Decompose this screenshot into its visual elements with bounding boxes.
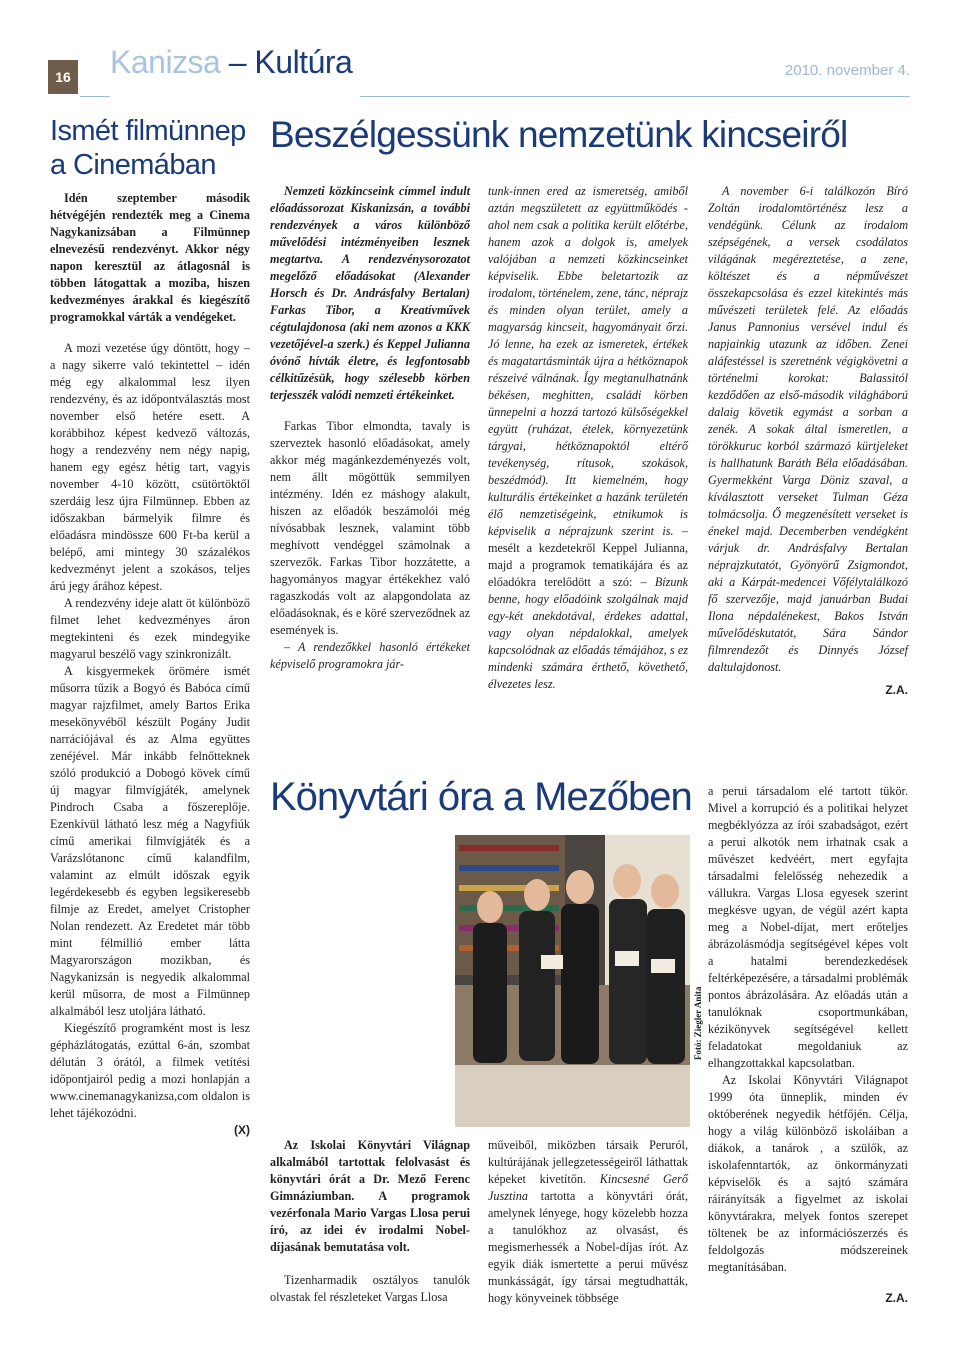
article-3-column-3 <box>708 783 908 1307</box>
article-2-quote: tunk-innen ered az ismeretség, amiből aztán megszületett az együttműködés - ahol nem csak a politika került előtérbe, hanem azok a dolgok is, amelyek valójában a nemzeti közkincseinket képviselik. Ebbe beletartozik az irodalom, történelem, zene, tánc, néprajz és minden olyan terület, amely a magyarság kincseit, hagyományait őrzi. Jó lenne, ha ezek az ismeretek, értékek és magatartásminták újra a hétköznapok részeivé válnának. Így megtanulhatnánk békésen, meghitten, családi körben ünnepelni a hozzá tartozó külsőségekkel együtt (ruházat, ételek, környezetünk tárgyai, hétköznapoktól eltérő tevékenység, rítusok, szokások, beszédmód). Itt kiemelném, hogy kulturális értékeinket a hazánk területén élő nemzetiségeink, etnikumok is képviselik a néprajzunk szerint is. <box>488 184 688 538</box>
article-1-paragraph: Kiegészítő programként most is lesz gépházlátogatás, ezúttal 6-án, szombat délután 3 órától, a filmek vetítési időpontjairól pedig a mozi honlapján a www.cinemanagykanizsa,com oldalon is lehet tájékozódni. <box>50 1021 250 1120</box>
article-2-lead: Nemzeti közkincseink címmel indult előadássorozat Kiskanizsán, a további rendezvények a város különböző művelődési intézményeiben lesznek megtartva. A rendezvénysorozatot megelőző előadásokat (Alexander Horsch és Dr. Andrásfalvy Bertalan) Farkas Tibor, a Kreatívművek cégtulajdonosa (aki nem azonos a KKK vezetőjével-a szerk.) és Keppel Julianna óvónő hívták életre, és legfontosabb célkitűzésük, hogy szélesebb körben terjesszék valódi nemzeti értékeinket. <box>270 184 470 402</box>
rubric-town: Kanizsa <box>110 44 221 80</box>
article-3-title: Könyvtári óra a Mezőben <box>270 775 692 819</box>
article-1-signature: (X) <box>234 1123 250 1137</box>
article-2-paragraph: – A rendezőkkel hasonló értékeket képviselő programokra jár- <box>270 640 470 671</box>
library-photo <box>455 835 690 1127</box>
article-2-column-2 <box>488 183 688 693</box>
article-3-text: műveiből, miközben társaik Peruról, kultúrájának jellegzetességeiről láthattak képeket kivetítőn. <box>488 1138 688 1186</box>
article-3-column-2 <box>488 1137 688 1307</box>
section-rubric <box>110 44 352 81</box>
rubric-section: – Kultúra <box>220 44 353 80</box>
article-1-paragraph: A rendezvény ideje alatt öt különböző filmet lehet kedvezményes áron megtekinteni és ezek mindegyike magyarul beszélő vagy szinkronizált. <box>50 596 250 661</box>
article-2-signature: Z.A. <box>885 683 908 697</box>
issue-date: 2010. november 4. <box>784 62 910 79</box>
article-1-column <box>50 190 250 1139</box>
article-3-text: tartotta a könyvtári órát, amelynek lényege, hogy közelebb hozza a tanulókhoz az olvasást, és megismerhessék a Nobel-díjas írót. Az egyik diák ismertette a perui művész munkásságát, így társai megtudhatták, hogy könyveinek többsége <box>488 1189 688 1305</box>
article-3-paragraph: a perui társadalom elé tartott tükör. Mivel a korrupció és a politikai helyzet megbéklyózza az írói szabadságot, ezért a perui alkotók nem irhatnak csak a művészet kedvéért, mert egyfajta társadalmi felelősség nehezedik a vállukra. Vargas Llosa egyesek szerint megkésve ugyan, de végül azért kapta meg a Nobel-díjat, mert erőteljes ábrázolásmódja segítségével képes volt a hatalmi berendezkedések feltérképezésére, a társadalmi problémák pontos ábrázolására. Az előadás után a tanulóknak csoportmunkában, kézikönyvek segítségével kellett feladatokat megoldaniuk az elhangzottakkal kapcsolatban. <box>708 784 908 1070</box>
article-2-column-1 <box>270 183 470 673</box>
article-1-title: Ismét filmünnep a Cinemában <box>50 115 246 181</box>
article-2-paragraph: A november 6-i találkozón Bíró Zoltán irodalomtörténész lesz a vendégünk. Célunk az irodalom szépségének, a versek csodálatos világának megéreztetése, a zene, költészet és a népművészet összekapcsolása és ezzel kitekintés más művészeti területek felé. Az előadás Janus Pannonius versével indul és napjainkig utazunk az időben. Zenei aláfestéssel is szeretnénk végigkövetni a történelmi korokat: Balassitól kezdődően az első-második világháború dalaig követik egymást a sorban a zenék. A sokak által ismeretlen, a törökkuruc korból származó kürtjeleket is hallhatunk Baráth Béla előadásában. Gyermekként Varga Döniz szaval, a kíválasztott verseket Tulman Géza tolmácsolja. Ő megzenésített verseket is énekel majd. Decemberben vendégként várjuk dr. Andrásfalvy Bertalan néprajzkutatót, Gyönyörű Zsigmondot, aki a Kárpát-medencei Vőfélytalálkozó fő szervezője, majd januárban Budai Ilona népdalénekest, Bakos István művelődéskutatót, Sára Sándor filmrendezőt és Dinnyés József daltulajdonost. <box>708 184 908 674</box>
article-2-paragraph: Farkas Tibor elmondta, tavaly is szerveztek hasonló előadásokat, amely akkor még magánkezdeményezés volt, nem állt mögöttük semmilyen intézmény. Idén ez máshogy alakult, hiszen az előadók beszámolói még nívósabbak lesznek, valamint több meghívott vendéggel számolnak a szervezők. Farkas Tibor hozzátette, a hagyományos magyar értékekhez való ragaszkodás volt az alapgondolata az előadásoknak, és e köré szerveződnek az események is. <box>270 419 470 637</box>
article-1-paragraph: A mozi vezetése úgy döntött, hogy – a nagy sikerre való tekintettel – idén még egy alkalommal lesz ilyen rendezvény, és az időpontválasztás most november első hetére esett. A korábbihoz képest kedvező változás, hogy a rendezvény nem négy napig, hanem egy egész hétig tart, vagyis november 4-10 között, csütörtöktől szerdáig lesz újra Filmünnep. Ebben az időszakban bármelyik filmre és előadásra mindössze 600 Ft-ba kerül a belépő, ami mintegy 30 százalékos kedvezményt jelent a szokásos, teljes árú jegy árához képest. <box>50 341 250 593</box>
article-1-paragraph: A kisgyermekek örömére ismét műsorra tűzik a Bogyó és Babóca című magyar rajzfilmet, amely Bartos Erika mesekönyvéből készült Pogány Judit narrációjával és az Alma együttes zenéjével. Már inkább felnőtteknek szóló produkció a Dobogó kövek című új magyar filmvígjáték, amelynek Pindroch Csaba a főszereplője. Ezenkívül látható lesz még a Nagyfiúk című amerikai filmvígjáték és a Varázslótanonc című kalandfilm, valamint az elmúlt időszak egyik legérdekesebb és egyben legsikeresebb filmje az Eredet, amelyet Cristopher Nolan rendezett. Az Eredetet már több mint félmillió ember látta Magyarországon mozikban, és Nagykanizsán is negyedik alkalommal kerül műsorra, de most a Filmünnep alkalmából lesz utoljára látható. <box>50 664 250 1018</box>
header-rule-right <box>360 96 910 97</box>
article-2-column-3 <box>708 183 908 699</box>
photo-credit: Fotó: Ziegler Anita <box>693 986 703 1060</box>
article-3-paragraph: Tizenharmadik osztályos tanulók olvastak fel részleteket Vargas Llosa <box>270 1273 470 1304</box>
article-2-title: Beszélgessünk nemzetünk kincseiről <box>270 114 848 155</box>
article-2-quote: Bízunk benne, hogy előadóink szolgálnak majd egy-két anekdotával, érdekes adattal, vagy olyan népdalokkal, amelyek kapcsolódnak az előadás témájához, s ez mindenki számára érthető, követhető, élvezetes lesz. <box>488 575 688 691</box>
article-3-column-1 <box>270 1137 470 1306</box>
article-1-lead: Idén szeptember második hétvégéjén rendezték meg a Cinema Nagykanizsában a Filmünnep elnevezésű rendezvényt. Akkor négy napon keresztül az átlagosnál is többen látogattak a moziba, hiszen kedvezményes árakkal és kiegészítő programokkal várták a vendégeket. <box>50 191 250 324</box>
article-3-paragraph: Az Iskolai Könyvtári Világnapot 1999 óta ünneplik, minden év októberének negyedik hétfőjén. Célja, hogy a világ különböző iskoláiban a diákok, a tanárok , a szülők, az iskolafenntartók, az önkormányzati képviselők és a sajtó számára ráirányítsák a figyelmet az iskolai könyvtárakra, melyek fontos szerepet töltenek be az információszerzés és feldolgozás módszereinek megtanításában. <box>708 1073 908 1274</box>
article-2-text: – mesélt a kezdetekről Keppel Julianna, majd a programok tematikájára és az előadókra terelődött a szó: – <box>488 524 688 589</box>
article-3-teacher-name: Kincsesné Gerő Jusztina <box>488 1172 688 1203</box>
students-reading-image <box>455 835 690 1127</box>
article-3-signature: Z.A. <box>885 1291 908 1305</box>
header-rule-left <box>80 96 110 97</box>
page-number: 16 <box>48 60 78 94</box>
article-3-lead: Az Iskolai Könyvtári Világnap alkalmából tartottak felolvasást és könyvtári órát a Dr. Mező Ferenc Gimnáziumban. A programok vezérfonala Mario Vargas Llosa perui író, az idei év irodalmi Nobel-díjasának bemutatása volt. <box>270 1138 470 1254</box>
